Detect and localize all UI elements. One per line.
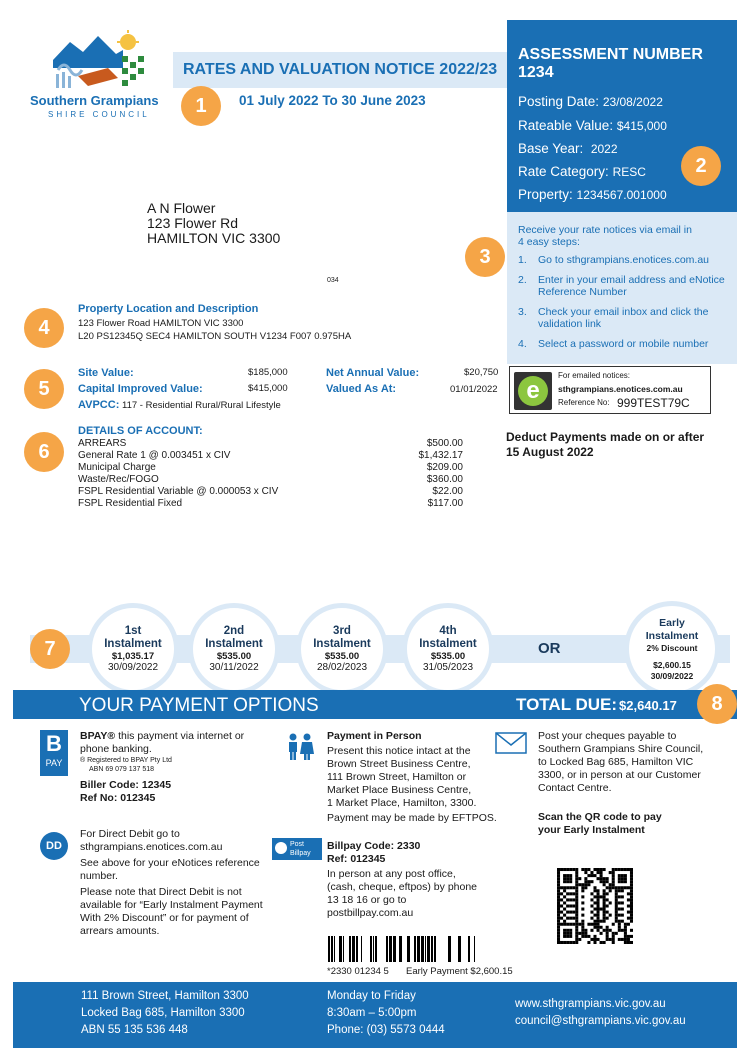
- marker-4: 4: [24, 308, 64, 348]
- envelope-icon: [495, 732, 527, 754]
- marker-2: 2: [681, 146, 721, 186]
- marker-3: 3: [465, 237, 505, 277]
- in-person-text: Present this notice intact at the: [327, 745, 471, 757]
- email-intro: Receive your rate notices via email in: [518, 224, 692, 236]
- in-person-text: 1 Market Place, Hamilton, 3300.: [327, 797, 477, 809]
- council-logo: [30, 30, 165, 125]
- assessment-number: 1234: [518, 64, 554, 81]
- qr-instruction: Scan the QR code to pay: [538, 811, 662, 823]
- barcode-early-payment: Early Payment $2,600.15: [406, 966, 513, 977]
- detail-amount: $360.00: [426, 474, 463, 485]
- instalment-1: 1st Instalment $1,035.17 30/09/2022: [87, 603, 179, 695]
- bpay-instruction-2: phone banking.: [80, 743, 152, 755]
- detail-label: ARREARS: [78, 438, 127, 449]
- enotice-ref-value: 999TEST79C: [617, 396, 690, 410]
- detail-label: FSPL Residential Fixed: [78, 498, 183, 509]
- footer-contact: [515, 996, 686, 1030]
- detail-label: Waste/Rec/FOGO: [78, 474, 159, 485]
- rateable-value: Rateable Value: $415,000: [518, 118, 667, 133]
- billpay-text: 13 18 16 or go to: [327, 894, 407, 906]
- early-instalment: Early Instalment 2% Discount $2,600.15 30/09/2022: [624, 601, 720, 697]
- in-person-text: 111 Brown Street, Hamilton or: [327, 771, 467, 783]
- enotice-ref-label: Reference No:: [558, 398, 610, 407]
- detail-amount: $117.00: [427, 498, 463, 509]
- bpay-registration: ® Registered to BPAY Pty Ltd: [80, 757, 172, 764]
- total-due-label: TOTAL DUE:: [516, 695, 618, 714]
- in-person-text: Market Place Business Centre,: [327, 784, 472, 796]
- enotice-site: sthgrampians.enotices.com.au: [558, 384, 683, 394]
- billpay-ref: Ref: 012345: [327, 853, 386, 865]
- sort-code: 034: [327, 277, 339, 284]
- council-logo-graphic: [48, 30, 158, 92]
- site-value-label: Site Value:: [78, 367, 134, 379]
- qr-code[interactable]: [557, 868, 633, 944]
- in-person-heading: Payment in Person: [327, 730, 422, 742]
- mailing-address: [147, 201, 280, 246]
- enotices-logo-icon: e: [514, 372, 552, 410]
- property-description: L20 PS12345Q SEC4 HAMILTON SOUTH V1234 F007 0.975HA: [78, 331, 352, 342]
- or-label: OR: [538, 640, 561, 657]
- detail-amount: $1,432.17: [418, 450, 463, 461]
- billpay-text: postbillpay.com.au: [327, 907, 414, 919]
- email-step: 2. Enter in your email address and eNotice Reference Number: [518, 274, 725, 298]
- dd-text: arrears amounts.: [80, 925, 160, 937]
- bpay-instruction: BPAY® this payment via internet or: [80, 730, 245, 742]
- property-number: Property: 1234567.001000: [518, 187, 667, 202]
- marker-6: 6: [24, 432, 64, 472]
- barcode-number: *2330 01234 5: [327, 966, 389, 977]
- bpay-abn: ABN 69 079 137 518: [89, 766, 154, 773]
- detail-amount: $500.00: [426, 438, 463, 449]
- civ-label: Capital Improved Value:: [78, 383, 203, 395]
- email-intro-2: 4 easy steps:: [518, 236, 580, 248]
- billpay-text: (cash, cheque, eftpos) by phone: [327, 881, 478, 893]
- mail-text: to Locked Bag 685, Hamilton VIC: [538, 756, 694, 768]
- marker-7: 7: [30, 629, 70, 669]
- property-address: 123 Flower Road HAMILTON VIC 3300: [78, 318, 244, 329]
- valued-date: 01/01/2022: [450, 384, 498, 395]
- people-icon: [285, 733, 315, 761]
- civ-value: $415,000: [248, 383, 288, 394]
- billpay-text: In person at any post office,: [327, 868, 456, 880]
- address-line: A N Flower: [147, 200, 216, 216]
- mail-text: Contact Centre.: [538, 782, 612, 794]
- rate-category: Rate Category: RESC: [518, 164, 646, 179]
- payment-options-header: [13, 690, 737, 719]
- mail-text: Southern Grampians Shire Council,: [538, 743, 704, 755]
- dd-text: available for “Early Instalment Payment: [80, 899, 263, 911]
- bpay-ref: Ref No: 012345: [80, 792, 156, 804]
- instalment-3: 3rd Instalment $535.00 28/02/2023: [296, 603, 388, 695]
- qr-instruction-2: your Early Instalment: [538, 824, 645, 836]
- footer-hours: Monday to Friday 8:30am – 5:00pm Phone: (03) 5573 0444: [327, 990, 445, 1036]
- payment-title: YOUR PAYMENT OPTIONS: [79, 695, 319, 716]
- bpay-logo-icon: B PAY: [40, 730, 68, 776]
- site-value: $185,000: [248, 367, 288, 378]
- marker-8: 8: [697, 684, 737, 724]
- footer: [13, 982, 737, 1048]
- detail-amount: $22.00: [432, 486, 463, 497]
- address-line: HAMILTON VIC 3300: [147, 230, 281, 246]
- dd-text: With 2% Discount” or for payment of: [80, 912, 249, 924]
- footer-website-link[interactable]: www.sthgrampians.vic.gov.au: [515, 998, 666, 1010]
- dd-text: For Direct Debit go to: [80, 828, 180, 840]
- details-heading: DETAILS OF ACCOUNT:: [78, 425, 203, 437]
- notice-period: 01 July 2022 To 30 June 2023: [239, 93, 426, 108]
- payment-barcode: [328, 936, 478, 962]
- council-subtitle: SHIRE COUNCIL: [48, 110, 150, 119]
- direct-debit-icon: DD: [40, 832, 68, 860]
- instalment-2: 2nd Instalment $535.00 30/11/2022: [188, 603, 280, 695]
- instalment-4: 4th Instalment $535.00 31/05/2023: [402, 603, 494, 695]
- nav-label: Net Annual Value:: [326, 367, 420, 379]
- deduct-note: Deduct Payments made on or after 15 August 2022: [506, 430, 705, 459]
- valued-label: Valued As At:: [326, 383, 397, 395]
- marker-5: 5: [24, 369, 64, 409]
- nav-value: $20,750: [464, 367, 499, 378]
- mail-text: 3300, or in person at our Customer: [538, 769, 701, 781]
- email-step: 4. Select a password or mobile number: [518, 338, 709, 350]
- dd-text: sthgrampians.enotices.com.au: [80, 841, 223, 853]
- address-line: 123 Flower Rd: [147, 215, 239, 231]
- email-step: 1. Go to sthgrampians.enotices.com.au: [518, 254, 710, 266]
- billpay-code: Billpay Code: 2330: [327, 840, 421, 852]
- marker-1: 1: [181, 86, 221, 126]
- detail-label: General Rate 1 @ 0.003451 x CIV: [78, 450, 231, 461]
- post-billpay-logo-icon: Post Billpay: [272, 838, 322, 860]
- detail-amount: $209.00: [426, 462, 463, 473]
- in-person-text: Brown Street Business Centre,: [327, 758, 471, 770]
- dd-text: See above for your eNotices reference: [80, 857, 260, 869]
- posting-date: Posting Date: 23/08/2022: [518, 94, 663, 109]
- dd-text: Please note that Direct Debit is not: [80, 886, 242, 898]
- email-notice-steps: [507, 212, 737, 364]
- enotice-label: For emailed notices:: [558, 371, 631, 380]
- notice-title: RATES AND VALUATION NOTICE 2022/23: [173, 52, 507, 88]
- dd-text: number.: [80, 870, 118, 882]
- total-due-amount: $2,640.17: [619, 698, 677, 713]
- enotice-reference-box: [509, 366, 711, 414]
- footer-email-link[interactable]: council@sthgrampians.vic.gov.au: [515, 1015, 686, 1027]
- avpcc: AVPCC: 117 - Residential Rural/Rural Lifestyle: [78, 399, 281, 411]
- in-person-text: Payment may be made by EFTPOS.: [327, 812, 497, 824]
- detail-label: Municipal Charge: [78, 462, 156, 473]
- base-year: Base Year: 2022: [518, 141, 618, 156]
- council-name: Southern Grampians: [30, 93, 159, 108]
- mail-text: Post your cheques payable to: [538, 730, 677, 742]
- detail-label: FSPL Residential Variable @ 0.000053 x CIV: [78, 486, 279, 497]
- email-step: 3. Check your email inbox and click the validation link: [518, 306, 709, 330]
- biller-code: Biller Code: 12345: [80, 779, 172, 791]
- assessment-heading: ASSESSMENT NUMBER: [518, 46, 703, 63]
- property-heading: Property Location and Description: [78, 303, 259, 315]
- footer-address: 111 Brown Street, Hamilton 3300 Locked Bag 685, Hamilton 3300 ABN 55 135 536 448: [81, 990, 249, 1036]
